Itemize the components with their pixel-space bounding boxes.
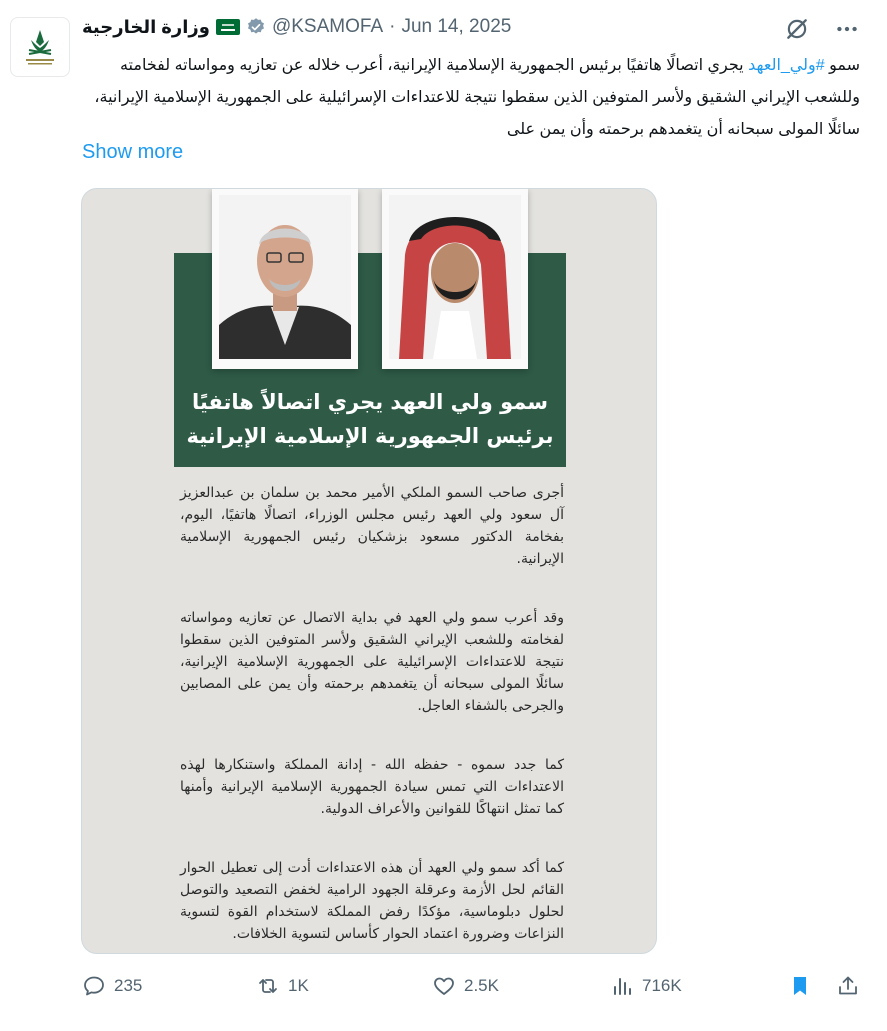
share-icon [836,974,860,998]
bookmark-button[interactable] [788,974,812,998]
view-count: 716K [642,976,682,995]
reply-count: 235 [114,976,143,995]
share-button[interactable] [836,974,860,998]
heart-icon [432,974,456,998]
paragraph: كما أكد سمو ولي العهد أن هذه الاعتداءات أدت إلى تعطيل الحوار القائم لحل الأزمة وعرقلة الجهود الرامية لخفض التصعيد والتوصل لحلول دبلوماسية، مؤكدًا رفض المملكة لاستخدام القوة لتسوية النزاعات وضرورة اعتماد الحوار كأساس لتسوية الخلافات. [180,860,564,942]
paragraph: كما جدد سموه - حفظه الله - إدانة المملكة واستنكارها لهذه الاعتداءات التي تمس سيادة الجمهورية الإسلامية الإيرانية وأمنها كما تمثل انتهاكًا للقوانين والأعراف الدولية. [180,757,564,817]
paragraph: أجرى صاحب السمو الملكي الأمير محمد بن سلمان بن عبدالعزيز آل سعود ولي العهد رئيس مجلس الوزراء، اتصالًا هاتفيًا، اليوم، بفخامة الدكتور مسعود بزشكيان رئيس الجمهورية الإسلامية الإيرانية. [180,485,564,567]
more-options-icon[interactable] [834,16,860,42]
avatar[interactable] [10,17,70,77]
show-more-link[interactable]: Show more [82,141,184,163]
user-handle[interactable]: @KSAMOFA [271,16,384,37]
tweet-header [82,14,872,46]
display-name[interactable]: وزارة الخارجية [82,16,210,37]
reply-button[interactable] [82,974,142,998]
press-release-document [82,189,656,953]
repost-button[interactable] [256,974,309,998]
reply-icon [82,974,106,998]
paragraph: وقد أعرب سمو ولي العهد في بداية الاتصال عن تعازيه ومواساته لفخامته وللشعب الإيراني الشقيق ولأسر المتوفين الذين سقطوا نتيجة للاعتداءات الإسرائيلية على الجمهورية الإسلامية الإيرانية، سائلًا المولى سبحانه أن يتغمدهم برحمته وأن يمن على المصابين والجرحى بالشفاء العاجل. [180,610,564,714]
press-release-body [180,482,564,954]
repost-count: 1K [288,976,309,995]
portrait-man-shemagh-icon [389,195,521,359]
separator-dot: · [389,16,396,37]
portrait-man-suit-icon [219,195,351,359]
repost-icon [256,974,280,998]
hashtag-link[interactable]: #ولي_العهد [748,57,825,74]
tweet-text-body: يجري اتصالًا هاتفيًا برئيس الجمهورية الإسلامية الإيرانية، أعرب خلاله عن تعازيه ومواساته لفخامته وللشعب الإيراني الشقيق ولأسر المتوفين الذين سقطوا نتيجة للاعتداءات الإسرائيلية على الجمهورية الإسلامية الإيرانية، سائلًا المولى سبحانه أن يتغمدهم برحمته وأن يمن على [94,57,860,138]
like-count: 2.5K [464,976,499,995]
portrait-frame-right [382,189,528,369]
portrait-frame-left [212,189,358,369]
analytics-icon [610,974,634,998]
ministry-logo-icon [17,24,63,70]
verified-badge-icon[interactable] [246,17,266,37]
tweet-image[interactable] [81,188,657,954]
bookmark-icon [788,974,812,998]
tweet-text [82,50,860,146]
views-button[interactable] [610,974,682,998]
grok-icon[interactable] [784,16,810,42]
tweet-actions [82,974,872,1004]
banner-title: سمو ولي العهد يجري اتصالاً هاتفيًا برئيس الجمهورية الإسلامية الإيرانية [186,390,554,448]
saudi-flag-icon [216,19,240,35]
like-button[interactable] [432,974,499,998]
tweet-date[interactable]: Jun 14, 2025 [401,16,512,37]
tweet-text-prefix: سمو [824,57,860,74]
